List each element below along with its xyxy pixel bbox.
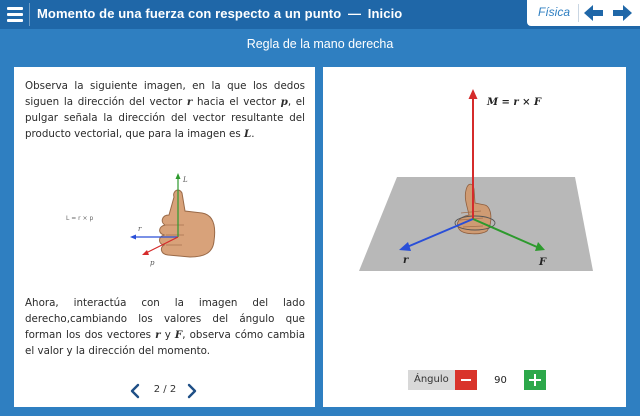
decrease-angle-button[interactable] bbox=[455, 370, 477, 390]
figure-label-r: r bbox=[138, 225, 142, 233]
menu-button[interactable] bbox=[4, 2, 26, 26]
chevron-right-icon bbox=[185, 383, 199, 399]
moment-arrowhead bbox=[469, 89, 478, 99]
previous-page-button[interactable] bbox=[583, 4, 605, 22]
instr-vector-r: r bbox=[155, 329, 161, 341]
pager-indicator: 2 / 2 bbox=[153, 384, 177, 395]
figure-label-l: L bbox=[183, 176, 188, 184]
instruction-paragraph bbox=[25, 295, 305, 359]
angle-input[interactable] bbox=[477, 370, 524, 390]
top-bar bbox=[0, 0, 640, 29]
next-page-button[interactable] bbox=[611, 4, 633, 22]
hand-illustration bbox=[160, 190, 215, 257]
angle-label: Ángulo bbox=[414, 374, 449, 385]
angle-stepper bbox=[408, 370, 546, 390]
title-dash: — bbox=[347, 6, 362, 21]
home-link[interactable]: Inicio bbox=[367, 6, 403, 21]
intro-vector-p: p bbox=[280, 96, 288, 108]
right-hand-rule-figure bbox=[64, 167, 224, 277]
figure-label-p: p bbox=[150, 259, 155, 267]
figure-formula: L = r × p bbox=[66, 215, 94, 222]
intro-paragraph bbox=[25, 78, 305, 142]
intro-text-c: , el pulgar señala la dirección del vector resultante del producto vectorial, que para la imagen es bbox=[25, 96, 305, 140]
intro-vector-l: L bbox=[244, 128, 252, 140]
subject-box bbox=[527, 0, 640, 26]
page-heading: Regla de la mano derecha bbox=[246, 37, 394, 51]
intro-text-a: Observa la siguiente imagen, en la que los dedos siguen la dirección del vector bbox=[25, 80, 305, 108]
moment-label: M = r × F bbox=[487, 97, 542, 108]
instr-text-y: y bbox=[160, 329, 175, 341]
instr-text-b: , observa cómo cambia el valor y la dirección del momento. bbox=[25, 329, 306, 357]
increase-angle-button[interactable] bbox=[524, 370, 546, 390]
vector-scene[interactable] bbox=[359, 83, 593, 283]
instr-text-a: Ahora, interactúa con la imagen del lado derecho,cambiando los valores del ángulo que forman los dos vectores bbox=[25, 297, 305, 341]
intro-vector-r: r bbox=[186, 96, 193, 108]
app-title bbox=[37, 6, 402, 21]
pager-previous-button[interactable] bbox=[128, 383, 142, 399]
instr-vector-f: F bbox=[174, 329, 183, 341]
pager bbox=[14, 381, 315, 401]
interactive-panel bbox=[323, 67, 626, 407]
chevron-left-icon bbox=[128, 383, 142, 399]
subject-label: Física bbox=[538, 5, 571, 19]
vector-f-label: F bbox=[539, 257, 547, 268]
intro-text-b: hacia el vector bbox=[192, 96, 281, 108]
arrow-right-icon bbox=[611, 4, 633, 22]
nav-divider bbox=[578, 4, 579, 22]
title-text: Momento de una fuerza con respecto a un punto bbox=[37, 6, 342, 21]
explanation-panel bbox=[14, 67, 315, 407]
pager-next-button[interactable] bbox=[185, 383, 199, 399]
vector-r-label: r bbox=[403, 255, 409, 266]
arrow-left-icon bbox=[583, 4, 605, 22]
title-divider bbox=[29, 3, 30, 26]
intro-text-d: . bbox=[251, 128, 255, 140]
